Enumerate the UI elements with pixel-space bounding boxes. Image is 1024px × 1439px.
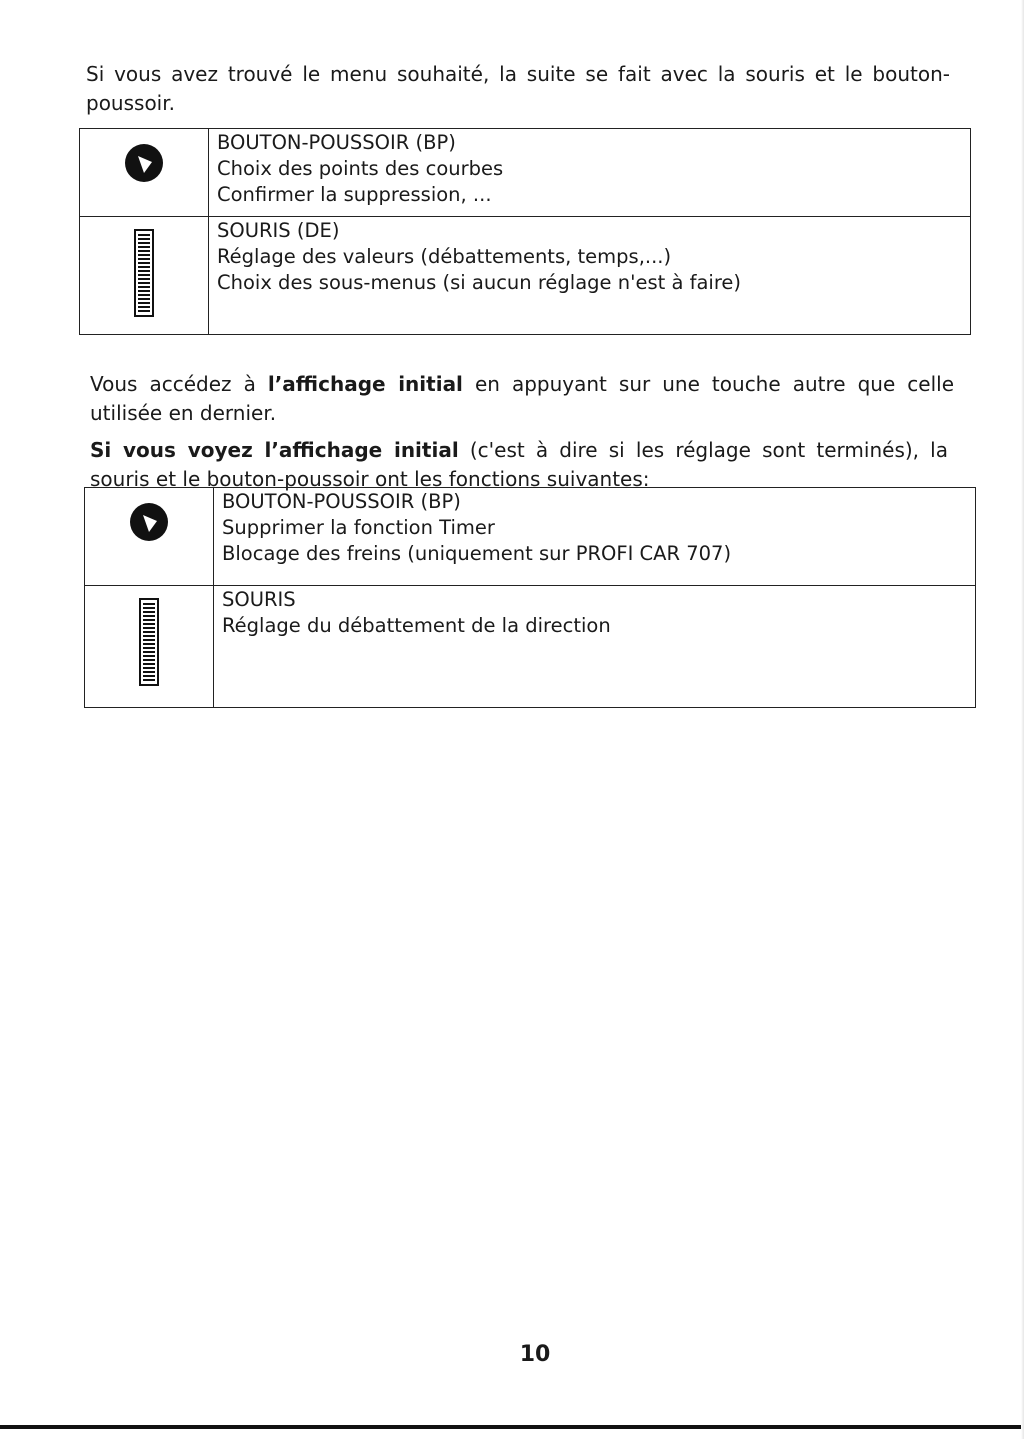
push-button-heading: BOUTON-POUSSOIR (BP) (217, 131, 456, 154)
mouse-wheel-icon (139, 598, 159, 686)
function-line: Choix des sous-menus (si aucun réglage n'est à faire) (217, 271, 742, 294)
controls-table-initial-display (84, 487, 976, 708)
table-row (80, 129, 971, 217)
access-text-after: en appuyant sur une touche autre que celle utilisée en dernier. (90, 372, 954, 425)
mouse-heading: SOURIS (222, 588, 296, 611)
push-button-heading: BOUTON-POUSSOIR (BP) (222, 490, 461, 513)
push-button-description (214, 488, 976, 586)
push-button-icon (124, 143, 164, 183)
icon-cell (80, 217, 209, 335)
initial-display-paragraph (90, 436, 948, 494)
initial-bold-lead: Si vous voyez l’affichage initial (90, 438, 459, 462)
access-paragraph (90, 370, 954, 428)
mouse-heading: SOURIS (DE) (217, 219, 340, 242)
push-button-description (209, 129, 971, 217)
icon-cell (80, 129, 209, 217)
icon-cell (85, 586, 214, 708)
table-row (85, 586, 976, 708)
table-row (85, 488, 976, 586)
mouse-description (209, 217, 971, 335)
mouse-wheel-icon (134, 229, 154, 317)
access-bold-term: l’affichage initial (267, 372, 463, 396)
page-number: 10 (519, 1342, 551, 1367)
function-line: Supprimer la fonction Timer (222, 516, 495, 539)
table-row (80, 217, 971, 335)
bottom-rule (0, 1425, 1024, 1429)
function-line: Confirmer la suppression, ... (217, 183, 492, 206)
icon-cell (85, 488, 214, 586)
mouse-description (214, 586, 976, 708)
function-line: Blocage des freins (uniquement sur PROFI CAR 707) (222, 542, 732, 565)
function-line: Réglage des valeurs (débattements, temps,...) (217, 245, 672, 268)
controls-table-menu (79, 128, 971, 335)
initial-text-after: (c'est à dire si les réglage sont terminés), la souris et le bouton-poussoir ont les fonctions suivantes: (90, 438, 948, 491)
push-button-icon (129, 502, 169, 542)
access-text-before: Vous accédez à (90, 372, 268, 396)
function-line: Réglage du débattement de la direction (222, 614, 611, 637)
intro-paragraph: Si vous avez trouvé le menu souhaité, la suite se fait avec la souris et le bouton-poussoir. (86, 62, 950, 115)
function-line: Choix des points des courbes (217, 157, 504, 180)
